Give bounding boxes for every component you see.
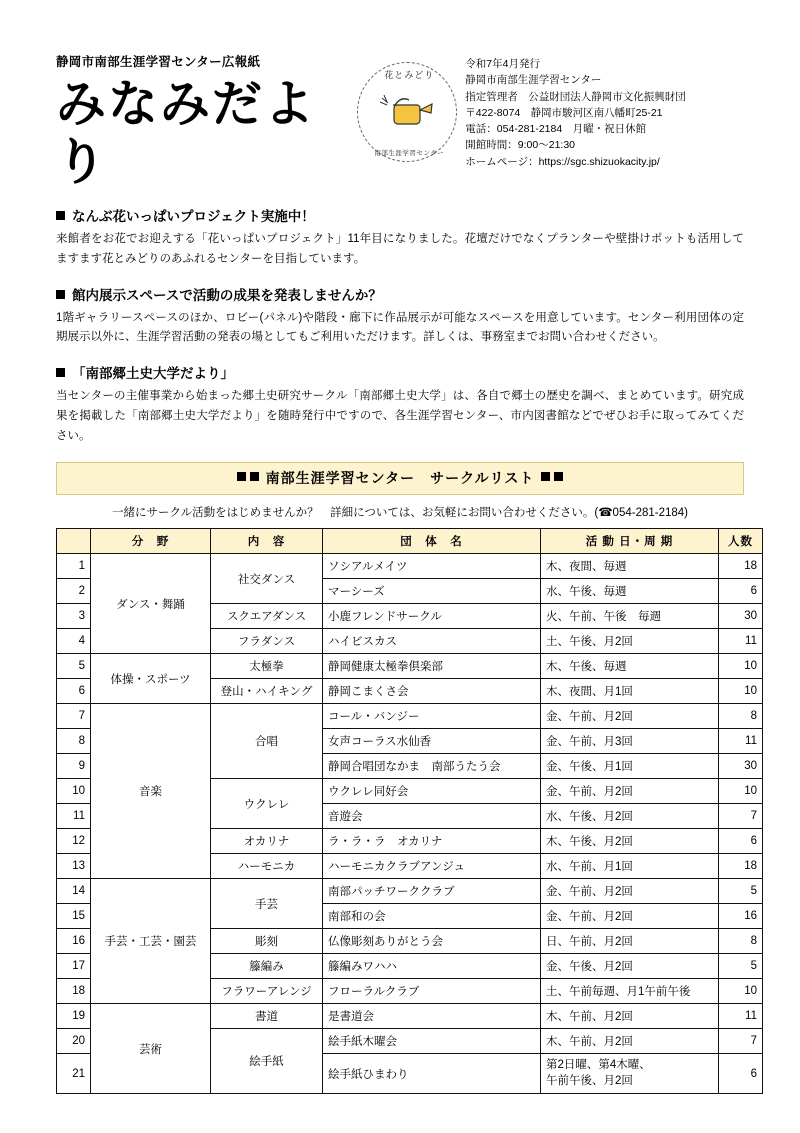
cell-content: 籐編み [211, 954, 323, 979]
cell-member-count: 10 [719, 979, 763, 1004]
col-header-day: 活 動 日・周 期 [541, 529, 719, 554]
cell-schedule: 金、午前、月2回 [541, 704, 719, 729]
cell-schedule: 木、夜間、毎週 [541, 554, 719, 579]
cell-schedule: 金、午後、月2回 [541, 954, 719, 979]
cell-group-name: 女声コーラス水仙香 [323, 729, 541, 754]
cell-schedule: 水、午後、毎週 [541, 579, 719, 604]
cell-group-name: マーシーズ [323, 579, 541, 604]
section-heading [56, 284, 744, 304]
section-heading-text: 「南部郷土史大学だより」 [72, 366, 234, 382]
cell-member-count: 30 [719, 604, 763, 629]
cell-schedule: 金、午前、月3回 [541, 729, 719, 754]
cell-field: 芸術 [91, 1004, 211, 1094]
info-line-date: 令和7年4月発行 [465, 58, 540, 70]
cell-member-count: 6 [719, 1054, 763, 1094]
page-title: みなみだより [56, 76, 316, 190]
cell-no: 18 [57, 979, 91, 1004]
cell-member-count: 11 [719, 1004, 763, 1029]
cell-content: 絵手紙 [211, 1029, 323, 1094]
cell-schedule: 土、午前毎週、月1午前午後 [541, 979, 719, 1004]
cell-group-name: 是書道会 [323, 1004, 541, 1029]
cell-member-count: 6 [719, 579, 763, 604]
cell-group-name: フローラルクラブ [323, 979, 541, 1004]
cell-field: ダンス・舞踊 [91, 554, 211, 654]
cell-no: 15 [57, 904, 91, 929]
info-line-phone: 電話：054-281-2184 月曜・祝日休館 [465, 123, 647, 136]
publisher-subtitle: 静岡市南部生涯学習センター広報紙 [56, 55, 261, 69]
cell-group-name: 籐編みワハハ [323, 954, 541, 979]
cell-content: ハーモニカ [211, 854, 323, 879]
cell-content: オカリナ [211, 829, 323, 854]
col-header-no [57, 529, 91, 554]
cell-member-count: 30 [719, 754, 763, 779]
logo-top-label: 花とみどり [384, 70, 435, 80]
cell-schedule: 金、午後、月1回 [541, 754, 719, 779]
cell-content: 登山・ハイキング [211, 679, 323, 704]
circle-list-subtitle: 一緒にサークル活動をはじめませんか？ 詳細については、お気軽にお問い合わせください。(☎054-281-2184) [111, 507, 689, 520]
cell-no: 16 [57, 929, 91, 954]
cell-no: 8 [57, 729, 91, 754]
cell-member-count: 11 [719, 729, 763, 754]
section-heading-text: なんぶ花いっぱいプロジェクト実施中！ [72, 209, 315, 224]
cell-schedule: 木、午前、月2回 [541, 1004, 719, 1029]
cell-group-name: 南部和の会 [323, 904, 541, 929]
cell-member-count: 16 [719, 904, 763, 929]
info-line-manager: 指定管理者 公益財団法人静岡市文化振興財団 [465, 90, 686, 103]
cell-no: 3 [57, 604, 91, 629]
cell-content: ウクレレ [211, 779, 323, 829]
cell-content: 太極拳 [211, 654, 323, 679]
cell-content: スクエアダンス [211, 604, 323, 629]
col-header-content: 内 容 [211, 529, 323, 554]
cell-member-count: 10 [719, 679, 763, 704]
cell-field: 体操・スポーツ [91, 654, 211, 704]
cell-no: 19 [57, 1004, 91, 1029]
section-body: 当センターの主催事業から始まった郷土史研究サークル「南部郷土史大学」は、各自で郷土の歴史を調べ、まとめています。研究成果を掲載した「南部郷土史大学だより」を随時発行中ですので、各生涯学習センター、市内図書館などでぜひお手に取ってみてください。 [56, 390, 744, 442]
square-marker-icon [250, 472, 259, 481]
section-heading-text: 館内展示スペースで活動の成果を発表しませんか？ [72, 287, 382, 303]
cell-member-count: 8 [719, 929, 763, 954]
cell-no: 9 [57, 754, 91, 779]
cell-schedule: 木、午後、月2回 [541, 829, 719, 854]
cell-no: 2 [57, 579, 91, 604]
cell-content: 合唱 [211, 704, 323, 779]
cell-no: 10 [57, 779, 91, 804]
cell-no: 21 [57, 1054, 91, 1094]
table-row [57, 704, 763, 729]
cell-content: 手芸 [211, 879, 323, 929]
cell-no: 11 [57, 804, 91, 829]
cell-group-name: 静岡こまくさ会 [323, 679, 541, 704]
cell-group-name: 南部パッチワーククラブ [323, 879, 541, 904]
table-row [57, 1004, 763, 1029]
cell-group-name: ウクレレ同好会 [323, 779, 541, 804]
table-header-row [57, 529, 763, 554]
cell-no: 13 [57, 854, 91, 879]
info-line-center: 静岡市南部生涯学習センター [465, 74, 602, 87]
cell-group-name: ラ・ラ・ラ オカリナ [323, 829, 541, 854]
cell-group-name: 仏像彫刻ありがとう会 [323, 929, 541, 954]
cell-no: 4 [57, 629, 91, 654]
cell-group-name: ハイビスカス [323, 629, 541, 654]
cell-content: 彫刻 [211, 929, 323, 954]
masthead-title-block [56, 52, 353, 191]
cell-group-name: ハーモニカクラブアンジュ [323, 854, 541, 879]
section-flower-project [56, 205, 744, 270]
cell-content: 書道 [211, 1004, 323, 1029]
square-marker-icon [554, 472, 563, 481]
cell-group-name: 絵手紙ひまわり [323, 1054, 541, 1094]
cell-member-count: 6 [719, 829, 763, 854]
cell-group-name: 小鹿フレンドサークル [323, 604, 541, 629]
cell-no: 5 [57, 654, 91, 679]
square-bullet-icon [56, 211, 65, 220]
center-logo [353, 60, 465, 164]
table-row [57, 554, 763, 579]
cell-no: 14 [57, 879, 91, 904]
circle-list-table [56, 528, 763, 1094]
table-body [57, 554, 763, 1094]
section-body: 来館者をお花でお迎えする「花いっぱいプロジェクト」11年目になりました。花壇だけでなくプランターや壁掛けポットも活用してますます花とみどりのあふれるセンターを目指しています。 [56, 233, 744, 265]
cell-schedule: 水、午後、月2回 [541, 804, 719, 829]
section-local-history [56, 362, 744, 446]
cell-member-count: 7 [719, 804, 763, 829]
cell-schedule: 木、午前、月2回 [541, 1029, 719, 1054]
cell-member-count: 10 [719, 654, 763, 679]
col-header-name: 団 体 名 [323, 529, 541, 554]
cell-content: フラダンス [211, 629, 323, 654]
cell-member-count: 18 [719, 554, 763, 579]
info-line-homepage[interactable]: ホームページ：https://sgc.shizuokacity.jp/ [465, 155, 660, 168]
cell-schedule: 金、午前、月2回 [541, 904, 719, 929]
cell-member-count: 8 [719, 704, 763, 729]
section-heading [56, 205, 744, 225]
cell-no: 1 [57, 554, 91, 579]
cell-schedule: 土、午後、月2回 [541, 629, 719, 654]
cell-group-name: 絵手紙木曜会 [323, 1029, 541, 1054]
cell-no: 12 [57, 829, 91, 854]
table-row [57, 879, 763, 904]
square-bullet-icon [56, 290, 65, 299]
cell-member-count: 11 [719, 629, 763, 654]
section-exhibition-space [56, 284, 744, 349]
cell-member-count: 10 [719, 779, 763, 804]
cell-schedule: 第2日曜、第4木曜、 午前午後、月2回 [541, 1054, 719, 1094]
cell-group-name: 静岡合唱団なかま 南部うたう会 [323, 754, 541, 779]
cell-field: 手芸・工芸・園芸 [91, 879, 211, 1004]
cell-no: 17 [57, 954, 91, 979]
section-body: 1階ギャラリースペースのほか、ロビー(パネル)や階段・廊下に作品展示が可能なスペースを用意しています。センター利用団体の定期展示以外に、生涯学習活動の発表の場としてもご利用いただけます。詳しくは、事務室までお問い合わせください。 [56, 311, 744, 344]
cell-no: 7 [57, 704, 91, 729]
cell-schedule: 火、午前、午後 毎週 [541, 604, 719, 629]
cell-group-name: 音遊会 [323, 804, 541, 829]
cell-schedule: 金、午前、月2回 [541, 879, 719, 904]
cell-member-count: 7 [719, 1029, 763, 1054]
square-marker-icon [541, 472, 550, 481]
info-line-address: 〒422-8074 静岡市駿河区南八幡町25-21 [465, 106, 663, 119]
cell-schedule: 水、午前、月1回 [541, 854, 719, 879]
cell-group-name: ソシアルメイツ [323, 554, 541, 579]
cell-member-count: 18 [719, 854, 763, 879]
cell-group-name: コール・バンジー [323, 704, 541, 729]
watering-can-icon [379, 93, 435, 131]
masthead [56, 52, 744, 191]
cell-schedule: 木、午後、毎週 [541, 654, 719, 679]
col-header-count: 人数 [719, 529, 763, 554]
section-heading [56, 362, 744, 382]
cell-schedule: 木、夜間、月1回 [541, 679, 719, 704]
cell-no: 6 [57, 679, 91, 704]
cell-group-name: 静岡健康太極拳倶楽部 [323, 654, 541, 679]
logo-bottom-label: 南部生涯学習センター [374, 150, 445, 157]
col-header-field: 分 野 [91, 529, 211, 554]
cell-field: 音楽 [91, 704, 211, 879]
cell-content: 社交ダンス [211, 554, 323, 604]
info-line-hours: 開館時間：9:00～21:30 [465, 139, 576, 152]
cell-schedule: 日、午前、月2回 [541, 929, 719, 954]
table-row [57, 654, 763, 679]
cell-content: フラワーアレンジ [211, 979, 323, 1004]
circle-list-banner [56, 462, 744, 495]
publication-info [465, 52, 744, 170]
square-marker-icon [237, 472, 246, 481]
square-bullet-icon [56, 368, 65, 377]
cell-member-count: 5 [719, 954, 763, 979]
cell-member-count: 5 [719, 879, 763, 904]
cell-schedule: 金、午前、月2回 [541, 779, 719, 804]
circle-list-banner-text: 南部生涯学習センター サークルリスト [265, 470, 535, 487]
cell-no: 20 [57, 1029, 91, 1054]
